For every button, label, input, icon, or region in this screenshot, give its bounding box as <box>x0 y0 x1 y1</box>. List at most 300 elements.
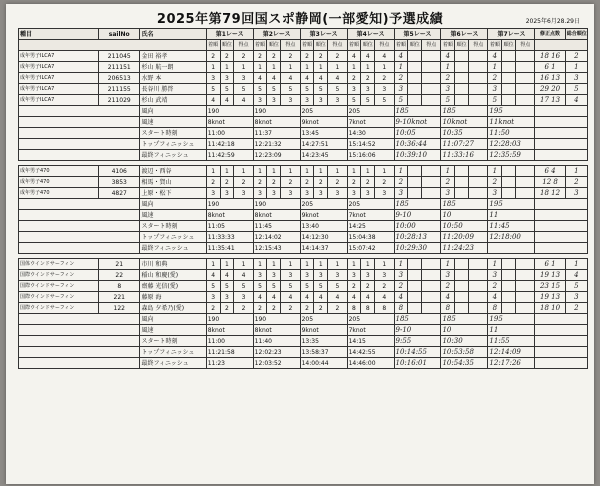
race-points: 3 <box>375 188 394 199</box>
subheader-cell: 順位 <box>455 40 469 51</box>
condition-value: 12:02:23 <box>253 347 300 358</box>
race-points: 4 <box>234 270 253 281</box>
race-rank <box>408 51 422 62</box>
condition-value: 7knot <box>347 117 394 128</box>
race-place: 1 <box>441 259 455 270</box>
race-rank: 3 <box>361 84 375 95</box>
race-place: 3 <box>253 95 267 106</box>
blank <box>535 221 588 232</box>
race-rank: 2 <box>314 51 328 62</box>
race-place: 1 <box>206 62 220 73</box>
condition-value: 13:40 <box>300 221 347 232</box>
race-points: 2 <box>375 281 394 292</box>
race-points: 1 <box>375 62 394 73</box>
race-place: 4 <box>441 51 455 62</box>
condition-row <box>19 210 588 221</box>
condition-value: 14:27:51 <box>300 139 347 150</box>
race-rank: 2 <box>267 51 281 62</box>
race-place: 2 <box>206 51 220 62</box>
race-rank <box>455 51 469 62</box>
event-date: 2025年6月28.29日 <box>525 18 580 25</box>
condition-value: 14:15 <box>347 336 394 347</box>
condition-value: 11:21:58 <box>206 347 253 358</box>
race-rank: 1 <box>314 259 328 270</box>
race-points: 3 <box>281 270 300 281</box>
condition-value: 11:45 <box>253 221 300 232</box>
condition-value: 15:04:38 <box>347 232 394 243</box>
race-place: 2 <box>300 51 314 62</box>
race-points: 1 <box>281 62 300 73</box>
condition-value: 14:14:37 <box>300 243 347 254</box>
blank <box>19 358 140 369</box>
race-points: 5 <box>234 84 253 95</box>
race-place: 2 <box>488 177 502 188</box>
race-place: 5 <box>206 84 220 95</box>
race-place: 1 <box>347 166 361 177</box>
condition-row <box>19 106 588 117</box>
subheader-cell: 順位 <box>502 40 516 51</box>
race-rank: 3 <box>314 270 328 281</box>
race-points <box>516 51 535 62</box>
overall-rank: 2 <box>565 177 587 188</box>
race-points: 1 <box>328 166 347 177</box>
total-points: 23 15 <box>535 281 565 292</box>
race-points: 1 <box>234 166 253 177</box>
race-place: 1 <box>253 62 267 73</box>
race-place: 1 <box>441 62 455 73</box>
header-class: 種目 <box>19 29 99 40</box>
blank <box>535 314 588 325</box>
subheader-cell: 着順 <box>253 40 267 51</box>
boat-row <box>19 62 588 73</box>
condition-value: 190 <box>206 314 253 325</box>
race-place: 5 <box>394 95 408 106</box>
subheader-cell: 順位 <box>220 40 234 51</box>
race-rank <box>502 62 516 73</box>
condition-row <box>19 128 588 139</box>
race-points: 3 <box>375 270 394 281</box>
race-points <box>469 188 488 199</box>
race-rank <box>502 166 516 177</box>
sail-number: 211155 <box>99 84 140 95</box>
condition-value: 12:14:02 <box>253 232 300 243</box>
race-points <box>516 73 535 84</box>
boat-row <box>19 270 588 281</box>
overall-rank: 4 <box>565 270 587 281</box>
race-rank: 5 <box>220 281 234 292</box>
race-rank: 5 <box>267 281 281 292</box>
condition-value: 15:14:52 <box>347 139 394 150</box>
condition-value: 12:14:09 <box>488 347 535 358</box>
race-rank: 2 <box>361 281 375 292</box>
condition-value: 10:53:58 <box>441 347 488 358</box>
condition-value: 11:00 <box>206 128 253 139</box>
header-race: 第1レース <box>206 29 253 40</box>
race-points: 5 <box>375 95 394 106</box>
condition-row <box>19 358 588 369</box>
condition-value: 13:45 <box>300 128 347 139</box>
blank <box>535 199 588 210</box>
blank <box>535 210 588 221</box>
condition-value: 12:21:32 <box>253 139 300 150</box>
race-points: 2 <box>234 51 253 62</box>
condition-value: 185 <box>441 314 488 325</box>
race-points: 3 <box>328 95 347 106</box>
race-points <box>469 270 488 281</box>
total-points: 6 4 <box>535 166 565 177</box>
race-place: 8 <box>347 303 361 314</box>
race-points: 1 <box>375 166 394 177</box>
race-points: 4 <box>234 95 253 106</box>
race-place: 2 <box>441 177 455 188</box>
blank <box>535 336 588 347</box>
blank <box>535 232 588 243</box>
race-rank <box>455 177 469 188</box>
race-rank <box>502 73 516 84</box>
condition-value: 10:16:01 <box>394 358 441 369</box>
condition-value: 15:16:06 <box>347 150 394 161</box>
blank <box>19 232 140 243</box>
condition-value: 9-10knot <box>394 117 441 128</box>
subheader-cell: 得点 <box>234 40 253 51</box>
condition-value: 9-10 <box>394 325 441 336</box>
race-rank <box>408 259 422 270</box>
blank <box>19 336 140 347</box>
race-place: 3 <box>441 188 455 199</box>
race-rank: 3 <box>267 270 281 281</box>
condition-value: 11:55 <box>488 336 535 347</box>
condition-value: 190 <box>253 314 300 325</box>
blank <box>19 199 140 210</box>
condition-value: 8knot <box>253 117 300 128</box>
condition-value: 8knot <box>206 210 253 221</box>
boat-class: 成年男子ILCA7 <box>19 84 99 95</box>
race-place: 2 <box>394 281 408 292</box>
race-rank: 4 <box>314 73 328 84</box>
race-rank: 2 <box>361 177 375 188</box>
condition-row <box>19 347 588 358</box>
race-points: 1 <box>328 259 347 270</box>
race-points <box>422 177 441 188</box>
race-rank: 4 <box>220 270 234 281</box>
condition-value: 10:30 <box>441 336 488 347</box>
blank <box>535 347 588 358</box>
race-points: 1 <box>234 62 253 73</box>
boat-class: 国際ウインドサーフィン <box>19 270 99 281</box>
race-rank: 3 <box>220 188 234 199</box>
blank <box>535 358 588 369</box>
race-rank: 3 <box>314 95 328 106</box>
race-points: 3 <box>328 270 347 281</box>
race-place: 3 <box>394 188 408 199</box>
overall-rank: 3 <box>565 188 587 199</box>
race-points <box>469 51 488 62</box>
race-points: 4 <box>281 73 300 84</box>
condition-value: 10:39:10 <box>394 150 441 161</box>
race-rank: 1 <box>220 259 234 270</box>
condition-value: 14:46:00 <box>347 358 394 369</box>
race-rank: 3 <box>361 270 375 281</box>
race-place: 3 <box>441 84 455 95</box>
sail-number: 4827 <box>99 188 140 199</box>
condition-value: 9knot <box>300 117 347 128</box>
blank <box>535 117 588 128</box>
race-place: 5 <box>206 281 220 292</box>
race-points <box>516 84 535 95</box>
condition-label: 風向 <box>140 199 206 210</box>
sail-number: 206513 <box>99 73 140 84</box>
subheader-cell: 着順 <box>488 40 502 51</box>
header-race: 第4レース <box>347 29 394 40</box>
condition-value: 14:25 <box>347 221 394 232</box>
page-title: 2025年第79回国スポ静岡(一部愛知)予選成績 <box>156 12 444 27</box>
race-place: 4 <box>300 292 314 303</box>
condition-value: 11:33:16 <box>441 150 488 161</box>
race-place: 3 <box>300 270 314 281</box>
condition-label: 風速 <box>140 210 206 221</box>
subheader-cell: 得点 <box>281 40 300 51</box>
race-points <box>516 188 535 199</box>
race-place: 1 <box>394 166 408 177</box>
condition-row <box>19 199 588 210</box>
race-place: 4 <box>347 292 361 303</box>
race-rank <box>502 95 516 106</box>
overall-rank: 2 <box>565 303 587 314</box>
race-rank: 5 <box>314 84 328 95</box>
condition-value: 205 <box>347 199 394 210</box>
boat-row <box>19 95 588 106</box>
race-rank: 2 <box>314 177 328 188</box>
race-rank: 4 <box>267 73 281 84</box>
race-rank <box>502 270 516 281</box>
header-race: 第2レース <box>253 29 300 40</box>
total-points: 18 16 <box>535 51 565 62</box>
blank <box>19 117 140 128</box>
blank <box>19 139 140 150</box>
race-place: 8 <box>441 303 455 314</box>
subheader-cell: 得点 <box>516 40 535 51</box>
condition-value: 12:35:59 <box>488 150 535 161</box>
race-place: 2 <box>347 177 361 188</box>
race-rank: 2 <box>220 303 234 314</box>
race-points: 3 <box>375 84 394 95</box>
condition-value: 190 <box>253 106 300 117</box>
race-place: 1 <box>347 259 361 270</box>
condition-value: 205 <box>347 314 394 325</box>
blank <box>19 243 140 254</box>
sail-number: 211045 <box>99 51 140 62</box>
sailor-name: 金田 裕孝 <box>140 51 206 62</box>
boat-class: 成年男子470 <box>19 166 99 177</box>
race-points: 4 <box>375 292 394 303</box>
race-points <box>422 95 441 106</box>
blank <box>535 325 588 336</box>
condition-value: 10:14:55 <box>394 347 441 358</box>
race-rank <box>455 270 469 281</box>
condition-value: 11:23 <box>206 358 253 369</box>
total-points: 18 10 <box>535 303 565 314</box>
condition-value: 11 <box>488 325 535 336</box>
race-rank: 3 <box>361 188 375 199</box>
condition-value: 14:23:45 <box>300 150 347 161</box>
condition-value: 12:28:03 <box>488 139 535 150</box>
overall-rank: 2 <box>565 51 587 62</box>
sailor-name: 上原・松下 <box>140 188 206 199</box>
condition-value: 195 <box>488 314 535 325</box>
race-place: 5 <box>347 95 361 106</box>
race-rank <box>502 177 516 188</box>
condition-label: スタート時刻 <box>140 336 206 347</box>
race-rank: 2 <box>267 303 281 314</box>
condition-value: 11:35:41 <box>206 243 253 254</box>
condition-label: トップフィニッシュ <box>140 139 206 150</box>
race-place: 2 <box>394 177 408 188</box>
condition-value: 10:29:30 <box>394 243 441 254</box>
race-rank <box>455 62 469 73</box>
race-points <box>469 281 488 292</box>
total-points: 16 13 <box>535 73 565 84</box>
race-rank <box>408 303 422 314</box>
race-rank <box>408 177 422 188</box>
race-place: 3 <box>347 188 361 199</box>
race-points: 2 <box>328 177 347 188</box>
race-points <box>516 292 535 303</box>
race-place: 5 <box>253 281 267 292</box>
race-points <box>422 292 441 303</box>
condition-value: 11:00 <box>206 336 253 347</box>
race-points: 2 <box>234 177 253 188</box>
race-place: 3 <box>488 270 502 281</box>
condition-value: 11:50 <box>488 128 535 139</box>
boat-row <box>19 259 588 270</box>
race-points: 4 <box>281 292 300 303</box>
condition-value: 8knot <box>206 325 253 336</box>
race-points: 5 <box>281 84 300 95</box>
sailor-name: 渡辺・西谷 <box>140 166 206 177</box>
sailor-name: 藤原 海 <box>140 292 206 303</box>
sub-blank <box>19 40 207 51</box>
race-rank: 1 <box>267 62 281 73</box>
race-place: 1 <box>300 259 314 270</box>
race-place: 3 <box>206 73 220 84</box>
blank <box>19 325 140 336</box>
race-rank <box>408 84 422 95</box>
race-place: 3 <box>206 188 220 199</box>
condition-label: スタート時刻 <box>140 128 206 139</box>
race-points <box>469 95 488 106</box>
condition-label: 風向 <box>140 106 206 117</box>
header-race: 第5レース <box>394 29 441 40</box>
boat-row <box>19 292 588 303</box>
race-place: 2 <box>253 303 267 314</box>
condition-value: 205 <box>300 314 347 325</box>
race-points: 2 <box>281 177 300 188</box>
blank <box>19 221 140 232</box>
boat-class: 成年男子ILCA7 <box>19 73 99 84</box>
condition-value: 190 <box>206 199 253 210</box>
race-place: 1 <box>206 166 220 177</box>
condition-value: 10:05 <box>394 128 441 139</box>
race-rank: 1 <box>361 166 375 177</box>
condition-value: 14:12:30 <box>300 232 347 243</box>
race-place: 2 <box>300 177 314 188</box>
condition-value: 11:40 <box>253 336 300 347</box>
race-rank: 1 <box>361 259 375 270</box>
race-points <box>422 281 441 292</box>
sail-number: 211029 <box>99 95 140 106</box>
race-points <box>516 62 535 73</box>
condition-value: 11:07:27 <box>441 139 488 150</box>
race-points: 4 <box>328 73 347 84</box>
race-points: 2 <box>234 303 253 314</box>
race-place: 4 <box>253 292 267 303</box>
condition-value: 205 <box>300 106 347 117</box>
condition-value: 11:24:23 <box>441 243 488 254</box>
race-points <box>469 292 488 303</box>
boat-class: 国際ウインドサーフィン <box>19 303 99 314</box>
condition-label: 最終フィニッシュ <box>140 243 206 254</box>
sailor-name: 森島 夕希乃(愛) <box>140 303 206 314</box>
subheader-cell: 得点 <box>328 40 347 51</box>
race-points <box>516 95 535 106</box>
race-rank <box>455 281 469 292</box>
race-place: 2 <box>394 73 408 84</box>
condition-value: 11 <box>488 210 535 221</box>
sailor-name: 市川 和典 <box>140 259 206 270</box>
race-points: 1 <box>281 259 300 270</box>
blank <box>535 128 588 139</box>
race-rank <box>502 281 516 292</box>
race-rank <box>502 292 516 303</box>
header-race: 第3レース <box>300 29 347 40</box>
boat-row <box>19 303 588 314</box>
subheader-cell: 着順 <box>394 40 408 51</box>
race-points <box>516 270 535 281</box>
race-rank <box>408 188 422 199</box>
sail-number: 221 <box>99 292 140 303</box>
race-place: 8 <box>488 303 502 314</box>
boat-class: 成年男子470 <box>19 188 99 199</box>
condition-value: 9knot <box>300 325 347 336</box>
condition-value: 11:33:33 <box>206 232 253 243</box>
condition-row <box>19 117 588 128</box>
race-points: 5 <box>328 84 347 95</box>
header-rank: 総合順位 <box>565 29 587 40</box>
race-place: 2 <box>206 303 220 314</box>
boat-class: 国際ウインドサーフィン <box>19 281 99 292</box>
blank <box>19 347 140 358</box>
race-points <box>422 259 441 270</box>
race-points <box>422 51 441 62</box>
sailor-name: 相馬・賀山 <box>140 177 206 188</box>
sailor-name: 杉山 航一朗 <box>140 62 206 73</box>
condition-value: 10:50 <box>441 221 488 232</box>
race-place: 2 <box>253 51 267 62</box>
overall-rank: 5 <box>565 281 587 292</box>
race-points: 2 <box>375 73 394 84</box>
condition-row <box>19 325 588 336</box>
sail-number: 211151 <box>99 62 140 73</box>
condition-row <box>19 139 588 150</box>
blank <box>19 210 140 221</box>
race-rank: 3 <box>267 95 281 106</box>
race-points: 2 <box>281 51 300 62</box>
race-rank: 2 <box>314 303 328 314</box>
race-points <box>422 188 441 199</box>
condition-value: 12:17:26 <box>488 358 535 369</box>
race-points <box>469 73 488 84</box>
race-rank: 5 <box>314 281 328 292</box>
